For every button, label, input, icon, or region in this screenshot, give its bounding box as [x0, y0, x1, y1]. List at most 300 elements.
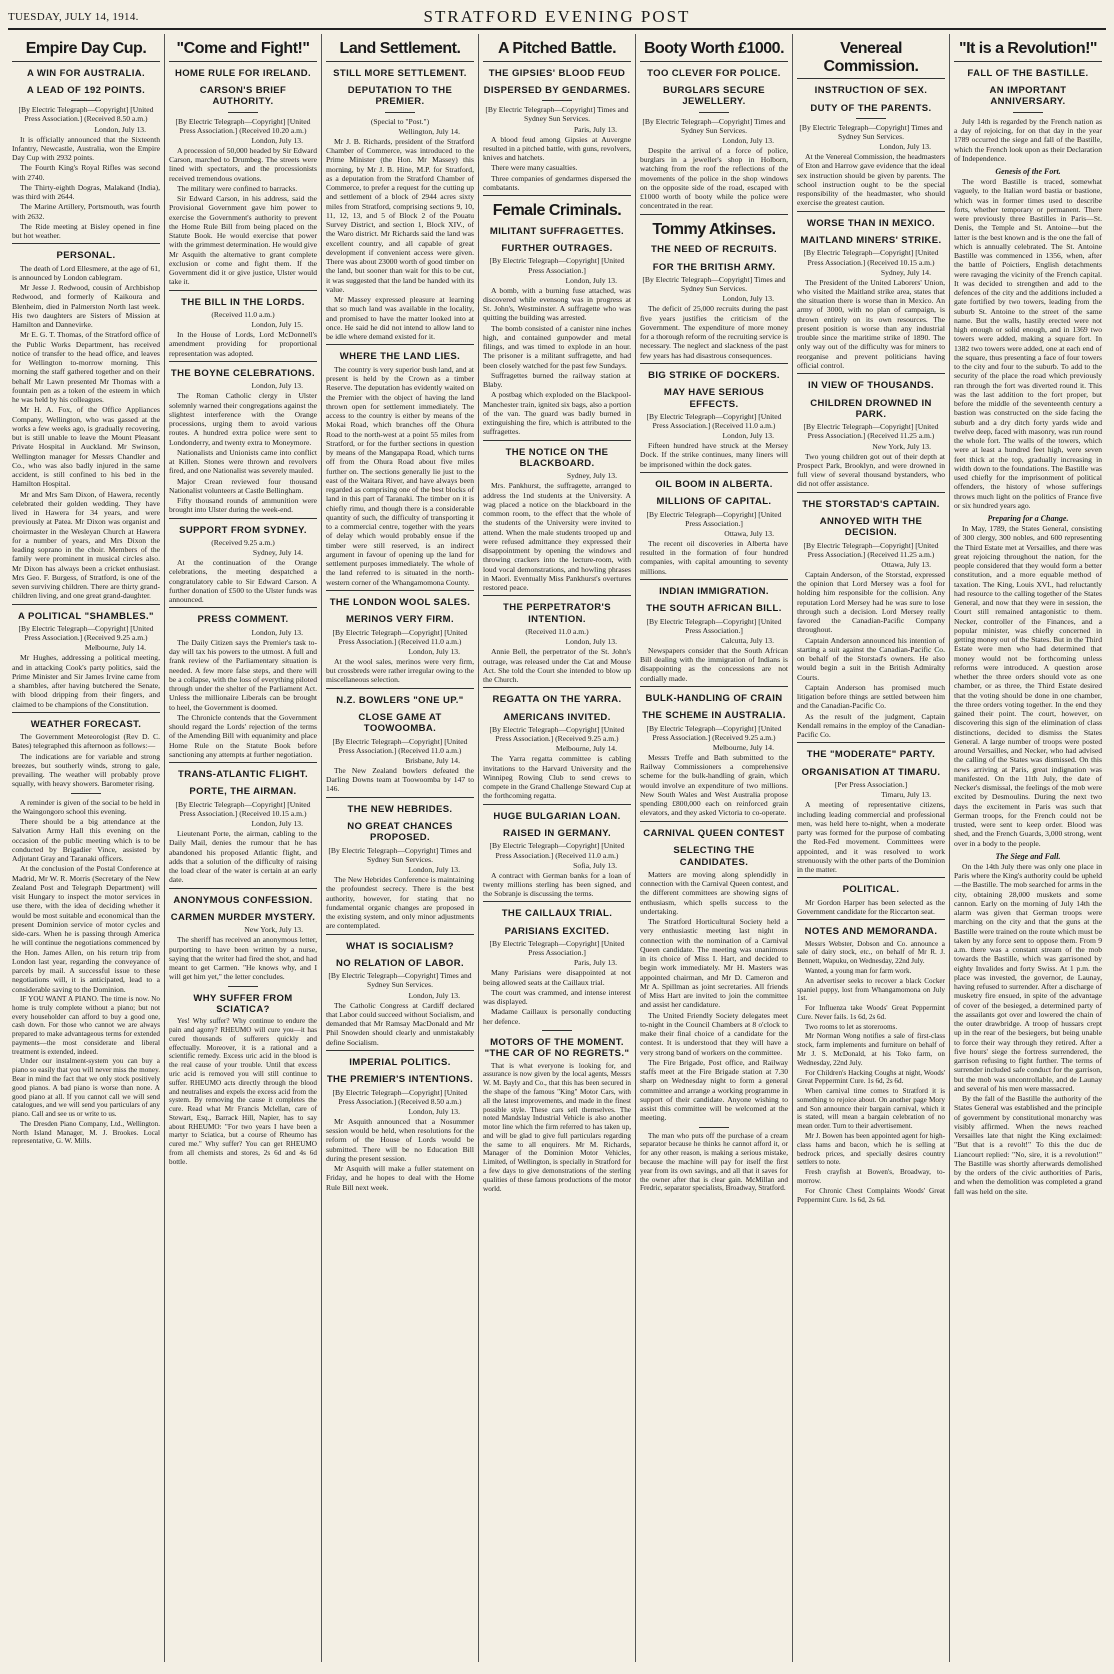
advertisement: Under our instalment-system you can buy a piano so easily that you will never miss the money. Bear in mind the fact that we only stock positively good pianos. A bad piano is worse than none. A good piano at all. If you cannot call we will send catalogues, and we will send you particulars of any piano. Call and see us or write to us. — [12, 1057, 160, 1119]
paragraph: The Government Meteorologist (Rev D. C. Bates) telegraphed this afternoon as follows:— — [12, 732, 160, 751]
section-heading: Preparing for a Change. — [987, 514, 1069, 524]
section-heading: THE PERPETRATOR'S INTENTION. — [503, 602, 611, 625]
subheadline: THE GIPSIES' BLOOD FEUD — [488, 67, 626, 79]
paragraph: Fifty thousand rounds of ammunition were brought into Ulster during the week-end. — [169, 496, 317, 515]
dateline: [By Electric Telegraph—Copyright] [United Press Association.] (Received 8.50 a.m.) — [18, 105, 154, 124]
paragraph: When carnival time comes to Stratford it is something to rejoice about. On another page Mory and Son announce their bargain carnival, which it is stated, will mean a bargain celebration of no mean order. Turn to their advertisement. — [797, 1087, 945, 1131]
divider — [797, 877, 945, 878]
paragraph: Suffragettes burned the railway station at Blaby. — [483, 370, 631, 390]
dateline: [By Electric Telegraph—Copyright] Times and Sydney Sun Services. — [485, 105, 629, 124]
dateline: [By Electric Telegraph—Copyright] Times and Sydney Sun Services. — [328, 845, 472, 864]
section-heading: WHERE THE LAND LIES. — [339, 351, 461, 363]
paragraph: Mr Asquith announced that a Nosummer session would be held, when resolutions for the reform of the House of Lords would be submitted. There will be no Education Bill during the present session. — [326, 1116, 474, 1163]
section-heading: PERSONAL. — [56, 250, 116, 262]
dateline: [By Electric Telegraph—Copyright] [United Press Association.] (Received 11.25 a.m.) — [803, 422, 939, 441]
location: Calcutta, July 13. — [720, 635, 774, 645]
dateline: [By Electric Telegraph—Copyright] [United Press Association.] (Received 8.50 a.m.) — [332, 1087, 468, 1106]
location: Ottawa, July 13. — [881, 559, 931, 569]
paragraph: Two young children got out of their depth at Prospect Park, Brooklyn, and were drowned in full view of several thousand bystanders, who did not offer assistance. — [797, 451, 945, 489]
dateline: [By Electric Telegraph—Copyright] Times and Sydney Sun Services. — [328, 971, 472, 990]
subheadline: ANNOYED WITH THE DECISION. — [819, 515, 923, 539]
divider — [326, 61, 474, 62]
dateline: (Special to "Post.") — [370, 116, 430, 126]
section-heading: PRESS COMMENT. — [197, 614, 289, 626]
location: Paris, July 13. — [573, 958, 617, 968]
column-2 — [164, 34, 321, 1662]
divider — [169, 607, 317, 608]
location: London, July 13. — [251, 819, 303, 829]
dateline: [By Electric Telegraph—Copyright] [United Press Association.] (Received 10.20 a.m.) — [175, 116, 311, 135]
subheadline: FOR THE BRITISH ARMY. — [652, 261, 776, 273]
paragraph: Newspapers consider that the South African Bill dealing with the immigration of Indians is disappointing as the concessions are not cordially made. — [640, 645, 788, 683]
divider — [326, 934, 474, 935]
paragraph: The word Bastille is traced, somewhat vaguely, to the Italian word bastia or bastione, which was in former times used to describe forts, whether temporary or permanent. There were previously three Bastilles in Paris—St. Denis, the Temple and St. Antoine—but the latter is the best known and is the one the fall of which is annually celebrated. The St. Antoine Bastille was commenced in 1356, when, after the battle of Poictiers, English detachments were ravaging the vicinity of the French capital. It was decided to strengthen and add to the defences of the city and the additions included a gate fortified by two towers, leading from the suburb St. Antoine to the street of the same name. But the walls, hastily erected were not high enough or solid enough, and in 1369 two towers were added, making a square fort. In 1382 two towers were added, one at each end of the square, thus presenting a face of four towers to the city and four to the suburb. To add to the security of the place the road which previously ran through the fort was diverted round it. This was the last addition to the fort proper, but before the middle of the seventeenth century a bastion was constructed on the side facing the suburb and a dry ditch forty yards wide and twelve deep, faced with masonry, was run round the whole fort. The walls of the towers, which were at least a hundred feet high, were seven feet thick at the top, gradually increasing in width down to the foundations. The Bastille was used chiefly for the imprisonment of political offenders, the history of whose sufferings throws much light on the politics of France five or six hundred years ago. — [954, 177, 1102, 510]
subheadline: THE PREMIER'S INTENTIONS. — [326, 1074, 474, 1086]
paragraph: In May, 1789, the States General, consisting of 300 clergy, 300 nobles, and 600 representing the Third Estate met at Versailles, and there was great rejoicing throughout the nation, for the people considered that they would form a better constitution, and a more equable method of taxation. The King, Louis XVI., had reluctantly had resource to the calling together of the States General, and now that they were in session, the Court still remained antagonistic to them. Necker, controller of the Finances, and a popular minister, was chiefly concerned in getting money out of the States. But in the Third Estate were men who had determined that money would not be forthcoming unless reforms were introduced. A question arose whether the three orders should vote as one chamber, or as three, the Third Estate desired that the voting should be done in one chamber, the three orders voting together. In the end they gained their point. The court, however, on discovering this sign of the elimination of class distinctions, decided to dismiss the States General. A large number of troops were posted around Versailles, and Necker, who had advised the calling of the States was dismissed. On this news arriving at Paris, great indignation was manifested. On the 11th July, the date of Necker's dismissal, the feelings of the mob were excited by Desmoulins. During the next two days the excitement in Paris was such that German troops, for the French could not be trusted, were sent to keep order. Blood was shed, and the French Guards, 3,000 strong, went over in a body to the people. — [954, 524, 1102, 848]
section-heading: IN VIEW OF THOUSANDS. — [807, 380, 935, 392]
advertisement: IF YOU WANT A PIANO. The time is now. No home is truly complete without a piano; but not every householder can afford to buy a good one, cash down. For those who cannot we are always prepared to make advantageous terms for extended payments—the most considerate and liberal treatment is extended, indeed. — [12, 994, 160, 1056]
column-7 — [949, 34, 1106, 1662]
section-heading: THE NOTICE ON THE BLACKBOARD. — [505, 446, 609, 470]
paragraph: A postbag which exploded on the Blackpool-Manchester train, ignited six bags, also a portion of the van. The guard was badly burned in extinguishing the fire, which is attributed to the suffragettes. — [483, 390, 631, 437]
location: Sofia, July 13. — [573, 860, 617, 870]
paragraph: Messrs Webster, Dobson and Co. announce a sale of dairy stock, etc., on behalf of Mr R. J. Bennett, Wapuku, on Wednesday, 22nd July. — [797, 939, 945, 966]
location: Sydney, July 14. — [252, 548, 303, 558]
dateline: [By Electric Telegraph—Copyright] [United Press Association.] (Received 11.0 a.m.) — [332, 627, 468, 646]
paragraph: At the continuation of the Orange celebrations, the meeting despatched a congratulatory cable to Sir Edward Carson. A further donation of £500 to the Ulster funds was announced. — [169, 558, 317, 605]
subheadline: A WIN FOR AUSTRALIA. — [26, 67, 146, 79]
location: London, July 13. — [251, 627, 303, 637]
paragraph: As the result of the judgment, Captain Kendall remains in the employ of the Canadian-Pacific Co. — [797, 711, 945, 740]
paragraph: The Fire Brigade, Post office, and Railway staffs meet at the Fire Brigade station at 7.30 sharp on Wednesday night to form a general committee and arrange a working programme in support of their candidate. Anyone wishing to assist this committee will be welcomed at the meeting. — [640, 1057, 788, 1123]
dateline: [By Electric Telegraph—Copyright] [United Press Association.] (Received 11.0 a.m.) — [489, 841, 625, 860]
subheadline: THE SCHEME IN AUSTRALIA. — [642, 710, 786, 722]
location: London, July 13. — [408, 1106, 460, 1116]
location: London, July 13. — [722, 294, 774, 304]
subheadline: BURGLARS SECURE JEWELLERY. — [662, 84, 766, 108]
subheadline: CHILDREN DROWNED IN PARK. — [810, 397, 932, 420]
paragraph: Mr Gordon Harper has been selected as the Government candidate for the Riccarton seat. — [797, 897, 945, 916]
paragraph: Two rooms to let as storerooms. — [805, 1022, 898, 1031]
divider — [326, 797, 474, 798]
paragraph: At the wool sales, merinos were very firm, but crossbreds were rather irregular owing to the miscellaneous selection. — [326, 656, 474, 685]
dateline: [By Electric Telegraph—Copyright] [United Press Association.] — [489, 256, 625, 275]
paragraph: Captain Anderson has promised much litigation before things are settled between him and the Canadian-Pacific Co. — [797, 682, 945, 711]
paragraph: At the Venereal Commission, the headmasters of Eton and Harrow gave evidence that the ideal sex instruction should be given by parents. The school instruction ought to be the special responsibility of the headmaster, who should exercise the greatest caution. — [797, 152, 945, 208]
paragraph: The Chronicle contends that the Government should regard the Lords' rejection of the terms of the Amending Bill with equanimity and place Home Rule on the Statute Book before sanctioning any attempts at further negotiation. — [169, 712, 317, 759]
divider — [699, 1127, 729, 1128]
paragraph: For Children's Hacking Coughs at night, Woods' Great Peppermint Cure. 1s 6d, 2s 6d. — [797, 1068, 945, 1086]
divider — [797, 492, 945, 493]
section-heading: SUPPORT FROM SYDNEY. — [179, 524, 307, 536]
paragraph: An advertiser seeks to recover a black Cocker spaniel puppy, lost from Whangamomona on July 1st. — [797, 976, 945, 1003]
location: London, July 13. — [722, 431, 774, 441]
divider — [169, 518, 317, 519]
section-heading: REGATTA ON THE YARRA. — [492, 694, 622, 706]
divider — [483, 440, 631, 441]
dateline: [By Electric Telegraph—Copyright] Times and Sydney Sun Services. — [799, 122, 943, 142]
dateline: [By Electric Telegraph—Copyright] [United Press Association.] — [646, 616, 782, 635]
section-heading: WEATHER FORECAST. — [30, 718, 142, 730]
paragraph: The country is very superior bush land, and at present is held by the Crown as a timber Reserve. The deputation has evidently waited on the Premier with the object of having the land thrown open for settlement immediately. The access to the country is either by means of the Mokai Road, which branches off the Ohura Road to the north-west at a point 55 miles from Stratford, or for the further sections in question by means of the Mangapapa Road, which turns off from the Ohura Road about five miles further on. The sections generally lie just to the east of the Waitara River, and have always been regarded as comprising one of the best blocks of land in this part of Taranaki. The timber on it is chiefly rimu, and though there is a considerable quantity of such, the difficulty of transporting it to a commercial centre, together with the years of delay which would probably ensue if the timber were still reserved, is an indirect argument in favour of opening up the land for settlement purposes immediately. The whole of the land referred to is situated in the north-western corner of the Whangamomona County. — [326, 364, 474, 587]
subheadline: ORGANISATION AT TIMARU. — [801, 766, 941, 778]
advertisement: That is what everyone is looking for, and assurance is now given by the local agents, Messrs W. M. Bayly and Co., that this has been secured in the shape of the famous "King" Motor Cars, with all the latest improvements, and made in the finest possible style. These cars sell themselves. The noted Mandslay Industrial Vehicle is also another motor line which the firm referred to has taken up, and will be glad to give full particulars regarding the same to all enquirers. Mr M. Richards, Manager of the Dominion Motor Vehicles, Limited, of Wellington, is specially in Stratford for a few days to give demonstrations of the sterling qualities of these famous productions of the motor world. — [483, 1061, 631, 1193]
section-heading: THE BOYNE CELEBRATIONS. — [170, 367, 316, 379]
divider — [797, 78, 945, 79]
column-6 — [792, 34, 949, 1662]
paragraph: The New Zealand bowlers defeated the Darling Downs team at Toowoomba by 147 to 146. — [326, 765, 474, 794]
location: Melbourne, July 14. — [555, 744, 617, 754]
divider — [640, 363, 788, 364]
divider — [483, 687, 631, 688]
section-heading: THE CAILLAUX TRIAL. — [501, 908, 613, 920]
column-4 — [478, 34, 635, 1662]
column-1 — [8, 34, 164, 1662]
section-heading: BIG STRIKE OF DOCKERS. — [648, 369, 780, 381]
divider — [12, 604, 160, 605]
headline: Female Criminals. — [492, 202, 622, 220]
location: London, July 13. — [879, 142, 931, 152]
divider — [71, 100, 101, 101]
section-heading: THE NEW HEBRIDES. — [347, 803, 453, 815]
paragraph: Mrs. Pankhurst, the suffragette, arranged to address the 1nd students at the University. A wag placed a notice on the blackboard in the common room, to the effect that the whole of the students of the University were invited to attend. When the male students trooped up and were refused admittance they expressed their disappointment by opening the windows and throwing crackers into the lecture-room, with loud vocal demonstrations, and howling phrases in Maori. Eventually Miss Pankhurst's overtures restored peace. — [483, 481, 631, 593]
paragraph: Mr H. A. Fox, of the Office Appliances Company, Wellington, who was gassed at the works a few weeks ago, is gradually recovering, but is still unable to leave the Mount Pleasant Private Hospital in Auckland. Mr Swinson, Wellington manager for Messrs Chandler and Co., who was also badly injured in the same accident, is still confined to his bed in the Hamilton Hospital. — [12, 405, 160, 489]
paragraph: By the fall of the Bastille the authority of the States General was established and the principle of government by constitutional monarchy was visibly affirmed. When the news reached Versailles late that night the King exclaimed: "But that is a revolt!" To this the duc de Liancourt replied: "No, sire, it is a revolution!" The Bastille was shortly afterwards demolished by the orders of the civic authorities of Paris, and when the demolition was completed a grand fall was held on the site. — [954, 1094, 1102, 1196]
subheadline: FURTHER OUTRAGES. — [501, 243, 613, 255]
advertisement: Yes! Why suffer? Why continue to endure the pain and agony? RHEUMO will cure you—it has cured thousands of sufferers quickly and effectually. Moreover, it is a rational and a scientific remedy. Excess uric acid in the blood is the real cause of your trouble. Until that excess uric acid is removed you will still continue to suffer. RHEUMO acts directly through the blood and neutralises and expels the excess acid from the system. By removing the cause it completes the cure. Read what Mr Francis Mclellan, care of Stewart, Esq., Barrack Hill, Napier, has to say about RHEUMO: "For two years I have been a martyr to Sciatica, but a course of Rheumo has cured me." Why suffer? You can get RHEUMO from all chemists and stores, 2s 6d and 4s 6d bottle. — [169, 1017, 317, 1166]
section-heading: TRANS-ATLANTIC FLIGHT. — [178, 769, 308, 781]
paragraph: Mr Jesse J. Redwood, cousin of Archbishop Redwood, and formerly of Kaikoura and Blenheim, died in Palmerston North last week. His two daughters are Sisters of Mission at Hamilton and Dannevirke. — [12, 283, 160, 330]
divider — [483, 61, 631, 62]
column-5 — [635, 34, 792, 1662]
section-heading: A POLITICAL "SHAMBLES." — [18, 610, 154, 622]
paragraph: Despite the arrival of a force of police, burglars in a jeweller's shop in Holborn, watching from the roof the reflections of the movements of the police in the shop windows on the opposite side of the road, escaped with £1000 worth of booty while the police were concentrated in the rear. — [640, 145, 788, 211]
dateline: [By Electric Telegraph—Copyright] [United Press Association.] — [646, 509, 782, 528]
subheadline: DUTY OF THE PARENTS. — [810, 102, 932, 114]
section-heading: INDIAN IMMIGRATION. — [659, 585, 769, 597]
location: New York, July 13. — [872, 441, 931, 451]
section-heading: WHAT IS SOCIALISM? — [346, 940, 454, 952]
subheadline: A LEAD OF 192 POINTS. — [26, 84, 146, 96]
location: Wellington, July 14. — [398, 126, 460, 136]
subheadline: NO RELATION OF LABOR. — [335, 957, 465, 969]
paragraph: The Marine Artillery, Portsmouth, was fourth with 2632. — [12, 202, 160, 221]
location: London, July 13. — [408, 646, 460, 656]
dateline: [By Electric Telegraph—Copyright] [United Press Association.] (Received 9.25 a.m.) — [646, 723, 782, 742]
paragraph: A procession of 50,000 headed by Sir Edward Carson, marched to Drumbeg. The streets were lined with spectators, and the processionists received tremendous ovations. — [169, 145, 317, 183]
subheadline: THE NEED OF RECRUITS. — [650, 244, 778, 256]
dateline: [By Electric Telegraph—Copyright] [United Press Association.] (Received 11.0 a.m.) — [646, 412, 782, 431]
paragraph: Lieutenant Porte, the airman, cabling to the Daily Mail, denies the rumour that he has abandoned his proposed Atlantic flight, and adds that a solution of the difficulty of raising the load clear of the water is certain at an early date. — [169, 829, 317, 885]
divider — [483, 804, 631, 805]
divider — [326, 344, 474, 345]
paragraph: Annie Bell, the perpetrator of the St. John's outrage, was released under the Cat and Mouse Act. She told the Court she intended to blow up the Church. — [483, 647, 631, 685]
divider — [640, 214, 788, 215]
paragraph: The Roman Catholic clergy in Ulster solemnly warned their congregations against the slightest interference with the Orange processions, urging them to avoid various routes. A hundred extra police were sent to Londonderry, and twenty extra to Moneymore. — [169, 391, 317, 447]
subheadline: CLOSE GAME AT TOOWOOMBA. — [358, 711, 442, 735]
dateline: [By Electric Telegraph—Copyright] [United Press Association.] (Received 9.25 a.m.) — [18, 624, 154, 643]
paragraph: Fifteen hundred have struck at the Mersey Dock. If the strike continues, many liners will be imprisoned within the dock gates. — [640, 441, 788, 469]
divider — [699, 112, 729, 113]
paragraph: Mr Hughes, addressing a political meeting, and in attacking Cook's party politics, said the Prime Minister and Sir James Irvine came from a shambles, after having butchered the Senate, with blood dripping from their fingers, and claimed to be champions of the Constitution. — [12, 653, 160, 709]
section-heading: ANONYMOUS CONFESSION. — [173, 894, 313, 906]
paragraph: The Catholic Congress at Cardiff declared that Labor could succeed without Socialism, and demanded that Mr Ramsay MacDonald and Mr Phil Snowden should clearly and unmistakably define Socialism. — [326, 1000, 474, 1047]
subheadline: CARSON'S BRIEF AUTHORITY. — [199, 84, 287, 108]
divider — [12, 712, 160, 713]
paragraph: The United Friendly Society delegates meet to-night in the Council Chambers at 8 o'clock to make their final choice of a candidate for the contest. It is understood that they will have a very strong band of workers on the committee. — [640, 1010, 788, 1057]
paragraph: The Stratford Horticultural Society held a very enthusiastic meeting last night in connection with the nomination of a Carnival Queen candidate. The meeting was unanimous in its choice of Miss I. Hart, and decided to begin work immediately. Mr H. Masters was appointed chairman, and Mr D. Cameron and Mr A. Spillman as joint secretaries. All friends of Miss Hart are invited to join the committee and assist her candidature. — [640, 917, 788, 1010]
subheadline: RAISED IN GERMANY. — [502, 828, 612, 839]
section-heading: MOTORS OF THE MOMENT. "THE CAR OF NO REGRETS." — [484, 1036, 630, 1060]
paragraph: The recent oil discoveries in Alberta have resulted in the formation of four hundred companies, with capital amounting to seventy millions. — [640, 538, 788, 576]
dateline: (Received 11.0 a.m.) — [525, 627, 589, 637]
divider — [169, 361, 317, 362]
paragraph: The indications are for variable and strong breezes, but southerly winds, strong to gale, prevailing. The weather will probably prove squally, with heavy showers. Barometer rising. — [12, 751, 160, 789]
location: London, July 13. — [408, 990, 460, 1000]
paragraph: A reminder is given of the social to be held in the Waingongoro school this evening. — [12, 797, 160, 816]
location: Sydney, July 13. — [566, 471, 617, 481]
paragraph: Wanted, a young man for farm work. — [805, 966, 912, 975]
headline: Booty Worth £1000. — [643, 40, 785, 57]
paragraph: A bomb, with a burning fuse attached, was discovered while evensong was in progress at St. John's, Westminster. A suffragette who was quitting the building was arrested. — [483, 285, 631, 323]
paragraph: Nationalists and Unionists came into conflict at Killen. Stones were thrown and revolvers fired, and one Nationalist was severely mauled. — [169, 447, 317, 476]
dateline: [By Electric Telegraph—Copyright] [United Press Association.] — [489, 939, 625, 958]
divider — [640, 821, 788, 822]
location: London, July 13. — [251, 135, 303, 145]
divider — [856, 118, 886, 119]
subheadline: NO GREAT CHANCES PROPOSED. — [347, 821, 453, 844]
newspaper-title: STRATFORD EVENING POST — [423, 7, 691, 26]
subheadline: MERINOS VERY FIRM. — [345, 614, 455, 626]
paragraph: There were many casualties. — [491, 163, 578, 173]
divider — [326, 590, 474, 591]
paragraph: Fresh crayfish at Bowen's, Broadway, to-morrow. — [797, 1168, 945, 1185]
section-heading: N.Z. BOWLERS "ONE UP." — [336, 694, 464, 706]
divider — [12, 61, 160, 62]
headline: Land Settlement. — [339, 40, 461, 57]
divider — [797, 211, 945, 212]
dateline: [By Electric Telegraph—Copyright] [United Press Association.] (Received 10.15 a.m.) — [803, 248, 939, 267]
issue-date: TUESDAY, JULY 14, 1914. — [8, 11, 139, 23]
location: Paris, July 13. — [573, 124, 617, 134]
location: London, July 13. — [94, 124, 146, 134]
paragraph: Matters are moving along splendidly in connection with the Carnival Queen contest, and the different committees are showing signs of enthusiasm, which spells success to the undertaking. — [640, 869, 788, 916]
paragraph: Captain Anderson, of the Storstad, expressed the opinion that Lord Mersey was a fool for holding him responsible for the collision. Any reputation Lord Mersey had he was sure to lose through such a decision. Lord Mersey really favored the Canadian-Pacific Company throughout. — [797, 569, 945, 635]
paragraph: For Chronic Chest Complaints Woods' Great Peppermint Cure. 1s 6d, 2s 6d. — [797, 1186, 945, 1204]
paragraph: Madame Caillaux is personally conducting her defence. — [483, 1007, 631, 1026]
paragraph: The deficit of 25,000 recruits during the past five years justifies the criticism of the Government. The expenditure of more money for a thorough reform of the recruiting service is necessary. The neglect and slackness of the past few years has had disastrous consequences. — [640, 304, 788, 360]
divider — [483, 595, 631, 596]
headline: Tommy Atkinses. — [652, 220, 776, 238]
divider — [169, 888, 317, 889]
paragraph: Mr and Mrs Sam Dixon, of Hawera, recently celebrated their golden wedding. They have lived in Hawera for 34 years, and were previously at Patea. Mr Dixon was organist and choirmaster in the Wesleyan Church at Hawera for a number of years, and Mrs Dixon the leading soprano in the choir. Members of the family were prominent in musical circles also. Mr Dixon has always been a cricket enthusiast. Mrs Geo. F. Burgess, of Stratford, is one of the seven surviving children. There are thirty grand-children living, and one great grand-daughter. — [12, 489, 160, 601]
divider — [797, 373, 945, 374]
location: London, July 13. — [565, 275, 617, 285]
columns — [8, 34, 1106, 1662]
dateline: [By Electric Telegraph—Copyright] Times and Sydney Sun Services. — [642, 275, 786, 294]
paragraph: It is officially announced that the Sixteenth Infantry, Newcastle, Australia, won the Empire Day Cup with 2932 points. — [12, 134, 160, 163]
paragraph: Mr Asquith will make a fuller statement on Friday, and he hopes to deal with the Home Rule Bill next week. — [326, 1164, 474, 1192]
divider — [169, 290, 317, 291]
divider — [542, 1030, 572, 1031]
subheadline: HOME RULE FOR IRELAND. — [175, 67, 311, 79]
subheadline: INSTRUCTION OF SEX. — [814, 85, 928, 97]
section-heading: POLITICAL. — [842, 884, 900, 896]
paragraph: Mr Norman Wong notifies a sale of first-class stock, farm implements and furniture on behalf of Mr J. S. McDonald, at his Toko farm, on Wednesday, 22nd July. — [797, 1032, 945, 1067]
location: Melbourne, July 14. — [84, 643, 146, 653]
paragraph: Major Crean reviewed four thousand Nationalist volunteers at Castle Bellingham. — [169, 476, 317, 495]
location: London, July 13. — [408, 865, 460, 875]
subheadline: CARMEN MURDER MYSTERY. — [170, 911, 316, 923]
divider — [385, 112, 415, 113]
location: Sydney, July 14. — [880, 267, 931, 277]
subheadline: DEPUTATION TO THE PREMIER. — [347, 84, 453, 108]
divider — [640, 472, 788, 473]
paragraph: The military were confined to barracks. — [177, 183, 298, 193]
divider — [1013, 112, 1043, 113]
dateline: [By Electric Telegraph—Copyright] [United Press Association.] (Received 11.0 a.m.) — [332, 736, 468, 755]
paragraph: Mr Massey expressed pleasure at learning that so much land was available in the locality, and promised to have the matter looked into at once. He said he did not intend to allow land to be idle where demand existed for it. — [326, 295, 474, 342]
paragraph: Three companies of gendarmes dispersed the combatants. — [483, 173, 631, 192]
paragraph: The Daily Citizen says the Premier's task to-day will tax his powers to the utmost. A full and frank review of the Parliamentary situation is needed. A few more false steps, and there will be a collapse, with the loss of everything piloted through under the shelter of the Parliament Act. Unless the millionaire Liberals can be brought to heel, the Government is doomed. — [169, 637, 317, 712]
paragraph: Sir Edward Carson, in his address, said the Provisional Government gave him power to exercise the Government's authority to prevent the Home Rule Bill from being placed on the Statute Book. He would exercise that power with the grimmest determination. He would give Mr Asquith the alternative to grant complete exclusion or come and fight them. If the Government did it or give justice, Ulster would take it. — [169, 194, 317, 287]
paragraph: The New Hebrides Conference is maintaining the profoundest secrecy. There is the best authority, however, for stating that no fundamental organic changes are proposed in the existing system, and only minor adjustments are contemplated. — [326, 875, 474, 931]
location: London, July 13. — [251, 381, 303, 391]
location: Brisbane, July 14. — [405, 755, 460, 765]
paragraph: For Influenza take Woods' Great Peppermint Cure. Never fails. 1s 6d, 2s 6d. — [797, 1004, 945, 1021]
location: Timaru, July 13. — [881, 790, 931, 800]
divider — [228, 986, 258, 987]
section-heading: THE "MODERATE" PARTY. — [806, 749, 936, 761]
paragraph: Messrs Treffe and Bath submitted to the Railway Commissioners a comprehensive scheme for the bulk-handling of grain, which would involve an expenditure of two millions. New South Wales and West Australia propose spending £800,000 each on reinforced grain elevators, and they asked Victoria to co-operate. — [640, 752, 788, 818]
subheadline: THE SOUTH AFRICAN BILL. — [646, 603, 782, 615]
paragraph: Many Parisians were disappointed at not being allowed seats at the Caillaux trial. — [483, 968, 631, 987]
divider — [797, 919, 945, 920]
paragraph: Mr J. Bowen has been appointed agent for high-class hams and bacon, which he is selling at bedrock prices, and specially desires country settlers to note. — [797, 1132, 945, 1167]
location: Melbourne, July 14. — [712, 742, 774, 752]
divider — [326, 1050, 474, 1051]
section-heading: Genesis of the Fort. — [995, 167, 1061, 177]
divider — [228, 112, 258, 113]
subheadline: AN IMPORTANT ANNIVERSARY. — [989, 84, 1067, 108]
location: Ottawa, July 13. — [724, 528, 774, 538]
divider — [12, 243, 160, 244]
divider — [169, 762, 317, 763]
headline: "It is a Revolution!" — [958, 40, 1097, 57]
dateline: [By Electric Telegraph—Copyright] [United Press Association.] (Received 11.25 a.m.) — [803, 540, 939, 559]
location: London, July 15. — [251, 320, 303, 330]
headline: A Pitched Battle. — [497, 40, 617, 57]
location: London, July 13. — [565, 637, 617, 647]
paragraph: The Yarra regatta committee is cabling invitations to the Harvard University and the Winnipeg Rowing Club to send crews to compete in the Grand Challenge Steward Cup at the forthcoming regatta. — [483, 754, 631, 801]
paragraph: Mr E. G. T. Thomas, of the Stratford office of the Public Works Department, has received notice of transfer to the head office, and leaves for Wellington to-morrow morning. This morning the staff gathered together and on their behalf Mr Lawn presented Mr Thomas with a fountain pen as a token of the esteem in which he was held by his colleagues. — [12, 330, 160, 405]
divider — [797, 742, 945, 743]
section-heading: HUGE BULGARIAN LOAN. — [493, 810, 621, 822]
section-heading: IMPERIAL POLITICS. — [349, 1056, 451, 1068]
masthead — [8, 6, 1106, 30]
section-heading: WORSE THAN IN MEXICO. — [806, 217, 936, 229]
subheadline: DISPERSED BY GENDARMES. — [483, 84, 631, 96]
subheadline: MILITANT SUFFRAGETTES. — [489, 225, 625, 237]
section-heading: OIL BOOM IN ALBERTA. — [655, 478, 773, 490]
headline: Venereal Commission. — [823, 40, 919, 75]
location: London, July 13. — [722, 135, 774, 145]
headline: Empire Day Cup. — [25, 40, 147, 57]
newspaper-page — [8, 6, 1106, 1662]
paragraph: Mr J. B. Richards, president of the Stratford Chamber of Commerce, was introduced to the Prime Minister (the Hon. Mr Massey) this morning, by Mr J. B. Hine, M.P. for Stratford, as a deputation from the Stratford Chamber of Commerce, to prefer a request for the cutting up and settlement of a block of 2944 acres sixty miles from Stratford, comprising sections 9, 10, 11, 12, 13, and 5 of Block 2 of the Pouatu Survey District, and section 1, Block XIV., of the Waro district. Mr Richards said the land was excellent country, and all capable of great development if convenient access were given. There was about 23000 worth of good timber on the land, but sooner than wait for this to be cut, it was suggested that the land be handed with its value. — [326, 136, 474, 294]
divider — [71, 793, 101, 794]
divider — [640, 686, 788, 687]
paragraph: There should be a big attendance at the Salvation Army Hall this evening on the occasion of the public meeting which is to be conducted by Brigadier Vince, assisted by Adjutant Gray and Taranaki officers. — [12, 817, 160, 864]
advertisement: The man who puts off the purchase of a cream separator because he thinks he cannot afford it, or for any other reason, is making a serious mistake, because the machine will pay for itself the first year from its own savings, and all that it saves for the owner after that is clear gain. McMillan and Fredric, separator specialists, Broadway, Stratford. — [640, 1131, 788, 1193]
headline: "Come and Fight!" — [176, 40, 310, 57]
subheadline: PORTE, THE AIRMAN. — [189, 786, 297, 798]
subheadline: FALL OF THE BASTILLE. — [967, 67, 1089, 79]
subheadline: STILL MORE SETTLEMENT. — [333, 67, 467, 79]
paragraph: Captain Anderson announced his intention of starting a suit against the Canadian-Pacific Co. on behalf of the Storstad's owners. He also would begin a suit in the British Admiralty Courts. — [797, 635, 945, 682]
paragraph: In the House of Lords, Lord McDonnell's amendment providing for proportional representation was adopted. — [169, 330, 317, 358]
divider — [640, 579, 788, 580]
dateline: [By Electric Telegraph—Copyright] [United Press Association.] (Received 10.15 a.m.) — [175, 799, 311, 818]
subheadline: MAY HAVE SERIOUS EFFECTS. — [663, 387, 765, 410]
divider — [542, 100, 572, 101]
section-heading: THE BILL IN THE LORDS. — [181, 296, 305, 308]
paragraph: The sheriff has received an anonymous letter, purporting to have been written by a nurse, saying that the writer had fired the shot, and had meant to get Carmen. "He knows why, and I will get him yet," the letter concludes. — [169, 935, 317, 982]
paragraph: The court was crammed, and intense interest was displayed. — [483, 987, 631, 1007]
paragraph: July 14th is regarded by the French nation as a day of rejoicing, for on that day in the year 1789 occurred the siege and fall of the Bastille, which the French look upon as their Declaration of Independence. — [954, 116, 1102, 163]
section-heading: THE LONDON WOOL SALES. — [329, 596, 471, 608]
paragraph: A contract with German banks for a loan of twenty millions sterling has been signed, and the Sobranje is discussing the terms. — [483, 870, 631, 899]
paragraph: At the conclusion of the Postal Conference at Madrid, Mr W. R. Morris (Secretary of the New Zealand Post and Telegraph Department) will visit Hungary to inspect the motor services in use there, with the idea of deciding whether it would be most suitable and economical than the present Dominion service of motor cycles and side-cars. When he is passing through America he will continue the negotiations commenced by the Hon. James Allen, on his return trip from London last year, regarding the conveyance of parcels by mail. A successful issue to these negotiations will, it is anticipated, lead to a considerable saving to the Dominion. — [12, 864, 160, 994]
paragraph: The Ride meeting at Bisley opened in fine but hot weather. — [12, 221, 160, 241]
paragraph: On the 14th July there was only one place in Paris where the King's authority could be upheld—the Bastille. The mob searched for arms in the city, obtaining 28,000 muskets and some cannon. Early on the morning of July 14th the alarm was given that German troops were marching on the city and that the guns at the Bastille were trained on the route which must be taken by any force sent to oppose them. From 9 a.m. there was a constant stream of the mob towards the Bastille, which was garrisoned by eighty Invalides and forty Swiss. At 1 p.m. the place was invested, the governor, de Launay, having refused to surrender. After a discharge of musketry fire ensued, in spite of the advantage of cover of the besieged, a determined party of the assailants got over and lowered the chain of the outer drawbridge. A troop of hussars crept up in the rear of the besiegers, but being unable to force their way through they retired. After a five hours' siege the fortress surrendered, the garrison refusing to fight further. The terms of surrender included safe conduct for the garrison, but the mob was uncontrollable, and de Launay and several of his men were massacred. — [954, 861, 1102, 1093]
section-heading: NOTES AND MEMORANDA. — [804, 926, 938, 938]
column-3 — [321, 34, 478, 1662]
section-heading: WHY SUFFER FROM SCIATICA? — [193, 992, 293, 1015]
subheadline: TOO CLEVER FOR POLICE. — [647, 67, 781, 79]
section-heading: The Siege and Fall. — [995, 851, 1061, 861]
divider — [326, 688, 474, 689]
subheadline: MAITLAND MINERS' STRIKE. — [800, 235, 942, 247]
section-heading: BULK-HANDLING OF CRAIN — [645, 692, 783, 704]
section-heading: CARNIVAL QUEEN CONTEST — [643, 827, 785, 839]
section-heading: THE STORSTAD'S CAPTAIN. — [802, 498, 940, 510]
dateline: [By Electric Telegraph—Copyright] Times and Sydney Sun Services. — [642, 116, 786, 135]
paragraph: The President of the United Laborers' Union, who visited the Maitland strike area, states that the situation there is worse than in Mexico. An army of 3000, with no plan of campaign, is thrown entirely on its own resources. The present position is worse than any industrial trouble since the maritime strike of 1890. The only way out of the difficulty was for miners to reorganise and prevent politicians having official control. — [797, 277, 945, 370]
paragraph: A meeting of representative citizens, including leading commercial and professional men, was held here to-night, when a moderate party was formed for the purpose of combating the Red-Fed movement. Committees were appointed, and it was resolved to work strenuously with the other parts of the Dominion in the matter. — [797, 800, 945, 875]
paragraph: A blood feud among Gipsies at Auvergne resulted in a pitched battle, with guns, revolvers, knives and hatchets. — [483, 134, 631, 163]
dateline: (Received 11.0 a.m.) — [211, 310, 275, 320]
paragraph: The death of Lord Ellesmere, at the age of 61, is announced by London cablegram. — [12, 263, 160, 282]
paragraph: The Fourth King's Royal Rifles was second with 2740. — [12, 163, 160, 182]
divider — [169, 61, 317, 62]
divider — [483, 195, 631, 196]
dateline: (Received 9.25 a.m.) — [211, 538, 275, 548]
subheadline: AMERICANS INVITED. — [503, 711, 611, 723]
advertisement: The Dresden Piano Company, Ltd., Wellington. North Island Manager, M. J. Brookes. Local representative, G. W. Mills. — [12, 1119, 160, 1146]
divider — [483, 901, 631, 902]
divider — [954, 61, 1102, 62]
subheadline: SELECTING THE CANDIDATES. — [673, 845, 755, 868]
paragraph: The bomb consisted of a canister nine inches high, and contained gunpowder and metal filings, and was timed to explode in an hour. The prisoner is a militant suffragette, and had been closely watched for the past few Sundays. — [483, 323, 631, 370]
paragraph: The Thirty-eighth Dogras, Malakand (India), was third with 2644. — [12, 182, 160, 202]
subheadline: PARISIANS EXCITED. — [504, 925, 610, 937]
divider — [640, 61, 788, 62]
dateline: [By Electric Telegraph—Copyright] [United Press Association.] (Received 9.25 a.m.) — [489, 725, 625, 744]
location: New York, July 13. — [244, 925, 303, 935]
subheadline: MILLIONS OF CAPITAL. — [656, 496, 772, 508]
dateline: [Per Press Association.] — [834, 780, 908, 790]
